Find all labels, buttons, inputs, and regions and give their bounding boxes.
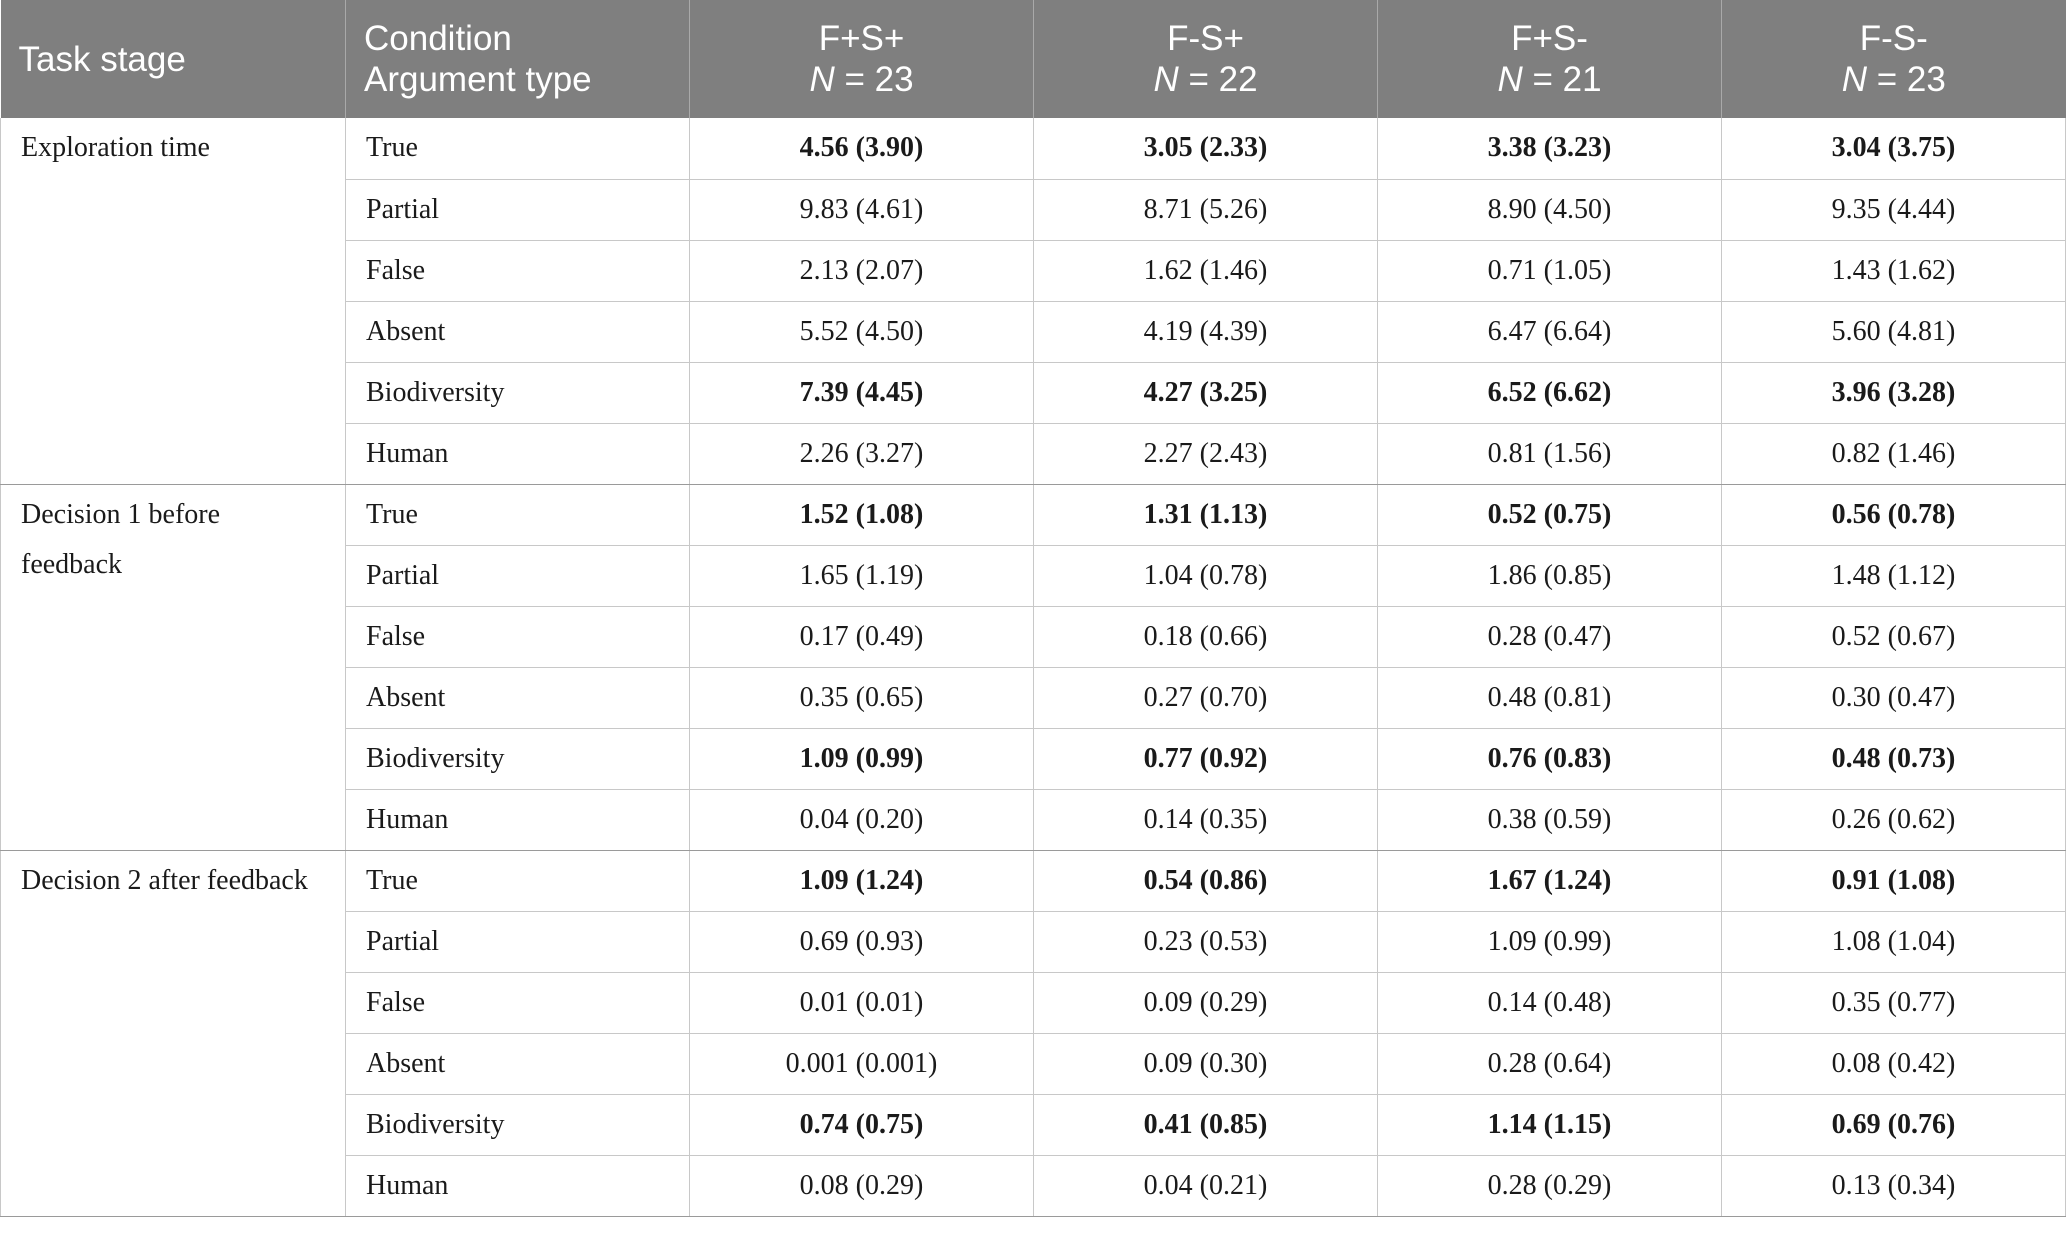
n-value: = 21 bbox=[1522, 60, 1602, 99]
n-symbol: N bbox=[1497, 60, 1523, 99]
header-col-n bbox=[708, 59, 1015, 100]
value-cell: 1.62 (1.46) bbox=[1034, 240, 1378, 301]
value-cell: 0.17 (0.49) bbox=[690, 606, 1034, 667]
value-cell: 0.41 (0.85) bbox=[1034, 1094, 1378, 1155]
value-cell: 0.48 (0.73) bbox=[1722, 728, 2066, 789]
value-cell: 1.09 (0.99) bbox=[690, 728, 1034, 789]
value-cell: 1.48 (1.12) bbox=[1722, 545, 2066, 606]
argument-type-cell: Partial bbox=[346, 179, 690, 240]
value-cell: 0.01 (0.01) bbox=[690, 972, 1034, 1033]
value-cell: 0.48 (0.81) bbox=[1378, 667, 1722, 728]
n-value: = 23 bbox=[834, 60, 914, 99]
value-cell: 1.52 (1.08) bbox=[690, 484, 1034, 545]
value-cell: 0.35 (0.77) bbox=[1722, 972, 2066, 1033]
value-cell: 2.13 (2.07) bbox=[690, 240, 1034, 301]
argument-type-cell: Partial bbox=[346, 911, 690, 972]
value-cell: 0.18 (0.66) bbox=[1034, 606, 1378, 667]
value-cell: 0.23 (0.53) bbox=[1034, 911, 1378, 972]
argument-type-cell: True bbox=[346, 118, 690, 179]
value-cell: 0.26 (0.62) bbox=[1722, 789, 2066, 850]
value-cell: 9.83 (4.61) bbox=[690, 179, 1034, 240]
table-header bbox=[1, 0, 2066, 118]
header-row bbox=[1, 0, 2066, 118]
argument-type-cell: False bbox=[346, 606, 690, 667]
task-stage-cell: Decision 1 before feedback bbox=[1, 484, 346, 850]
table-row bbox=[1, 118, 2066, 179]
table-row bbox=[1, 484, 2066, 545]
value-cell: 0.09 (0.29) bbox=[1034, 972, 1378, 1033]
header-col-label: F+S- bbox=[1511, 19, 1588, 58]
n-value: = 23 bbox=[1866, 60, 1946, 99]
argument-type-cell: False bbox=[346, 972, 690, 1033]
header-col-fpsp bbox=[690, 0, 1034, 118]
header-col-fmsm bbox=[1722, 0, 2066, 118]
value-cell: 0.77 (0.92) bbox=[1034, 728, 1378, 789]
value-cell: 2.26 (3.27) bbox=[690, 423, 1034, 484]
value-cell: 1.67 (1.24) bbox=[1378, 850, 1722, 911]
table-body bbox=[1, 118, 2066, 1216]
header-col-label: F+S+ bbox=[818, 19, 905, 58]
value-cell: 4.19 (4.39) bbox=[1034, 301, 1378, 362]
value-cell: 4.27 (3.25) bbox=[1034, 362, 1378, 423]
value-cell: 0.04 (0.20) bbox=[690, 789, 1034, 850]
argument-type-cell: Absent bbox=[346, 301, 690, 362]
header-col-n bbox=[1396, 59, 1703, 100]
value-cell: 6.47 (6.64) bbox=[1378, 301, 1722, 362]
value-cell: 0.76 (0.83) bbox=[1378, 728, 1722, 789]
value-cell: 0.14 (0.48) bbox=[1378, 972, 1722, 1033]
value-cell: 9.35 (4.44) bbox=[1722, 179, 2066, 240]
value-cell: 8.90 (4.50) bbox=[1378, 179, 1722, 240]
value-cell: 1.14 (1.15) bbox=[1378, 1094, 1722, 1155]
value-cell: 0.56 (0.78) bbox=[1722, 484, 2066, 545]
value-cell: 7.39 (4.45) bbox=[690, 362, 1034, 423]
value-cell: 5.52 (4.50) bbox=[690, 301, 1034, 362]
header-condition-line2: Argument type bbox=[364, 60, 592, 99]
value-cell: 0.04 (0.21) bbox=[1034, 1155, 1378, 1216]
value-cell: 0.14 (0.35) bbox=[1034, 789, 1378, 850]
value-cell: 0.69 (0.93) bbox=[690, 911, 1034, 972]
header-task-stage: Task stage bbox=[1, 0, 346, 118]
header-col-fpsm bbox=[1378, 0, 1722, 118]
value-cell: 0.08 (0.29) bbox=[690, 1155, 1034, 1216]
header-condition-line1: Condition bbox=[364, 19, 512, 58]
value-cell: 1.65 (1.19) bbox=[690, 545, 1034, 606]
value-cell: 0.38 (0.59) bbox=[1378, 789, 1722, 850]
argument-type-cell: True bbox=[346, 850, 690, 911]
value-cell: 0.69 (0.76) bbox=[1722, 1094, 2066, 1155]
value-cell: 3.38 (3.23) bbox=[1378, 118, 1722, 179]
n-value: = 22 bbox=[1178, 60, 1258, 99]
value-cell: 0.28 (0.64) bbox=[1378, 1033, 1722, 1094]
header-col-fmsp bbox=[1034, 0, 1378, 118]
argument-type-cell: True bbox=[346, 484, 690, 545]
argument-type-cell: False bbox=[346, 240, 690, 301]
n-symbol: N bbox=[809, 60, 835, 99]
value-cell: 0.09 (0.30) bbox=[1034, 1033, 1378, 1094]
value-cell: 8.71 (5.26) bbox=[1034, 179, 1378, 240]
value-cell: 4.56 (3.90) bbox=[690, 118, 1034, 179]
header-col-n bbox=[1052, 59, 1359, 100]
value-cell: 3.96 (3.28) bbox=[1722, 362, 2066, 423]
task-stage-cell: Exploration time bbox=[1, 118, 346, 484]
argument-type-cell: Biodiversity bbox=[346, 728, 690, 789]
value-cell: 1.31 (1.13) bbox=[1034, 484, 1378, 545]
value-cell: 0.81 (1.56) bbox=[1378, 423, 1722, 484]
header-condition bbox=[346, 0, 690, 118]
value-cell: 0.13 (0.34) bbox=[1722, 1155, 2066, 1216]
value-cell: 1.08 (1.04) bbox=[1722, 911, 2066, 972]
argument-type-cell: Biodiversity bbox=[346, 1094, 690, 1155]
n-symbol: N bbox=[1841, 60, 1867, 99]
argument-type-cell: Human bbox=[346, 789, 690, 850]
value-cell: 0.71 (1.05) bbox=[1378, 240, 1722, 301]
value-cell: 0.52 (0.75) bbox=[1378, 484, 1722, 545]
value-cell: 0.35 (0.65) bbox=[690, 667, 1034, 728]
header-col-n bbox=[1740, 59, 2048, 100]
value-cell: 5.60 (4.81) bbox=[1722, 301, 2066, 362]
value-cell: 3.04 (3.75) bbox=[1722, 118, 2066, 179]
value-cell: 0.28 (0.47) bbox=[1378, 606, 1722, 667]
table-row bbox=[1, 850, 2066, 911]
argument-type-cell: Biodiversity bbox=[346, 362, 690, 423]
value-cell: 6.52 (6.62) bbox=[1378, 362, 1722, 423]
argument-type-cell: Human bbox=[346, 1155, 690, 1216]
task-stage-cell: Decision 2 after feedback bbox=[1, 850, 346, 1216]
value-cell: 1.09 (0.99) bbox=[1378, 911, 1722, 972]
value-cell: 0.91 (1.08) bbox=[1722, 850, 2066, 911]
value-cell: 0.74 (0.75) bbox=[690, 1094, 1034, 1155]
value-cell: 0.30 (0.47) bbox=[1722, 667, 2066, 728]
n-symbol: N bbox=[1153, 60, 1179, 99]
value-cell: 0.82 (1.46) bbox=[1722, 423, 2066, 484]
value-cell: 3.05 (2.33) bbox=[1034, 118, 1378, 179]
value-cell: 1.04 (0.78) bbox=[1034, 545, 1378, 606]
argument-type-cell: Human bbox=[346, 423, 690, 484]
value-cell: 2.27 (2.43) bbox=[1034, 423, 1378, 484]
value-cell: 0.27 (0.70) bbox=[1034, 667, 1378, 728]
argument-type-cell: Absent bbox=[346, 667, 690, 728]
value-cell: 1.43 (1.62) bbox=[1722, 240, 2066, 301]
argument-type-cell: Partial bbox=[346, 545, 690, 606]
header-col-label: F-S+ bbox=[1167, 19, 1244, 58]
header-col-label: F-S- bbox=[1859, 19, 1928, 58]
value-cell: 0.001 (0.001) bbox=[690, 1033, 1034, 1094]
value-cell: 0.54 (0.86) bbox=[1034, 850, 1378, 911]
value-cell: 0.28 (0.29) bbox=[1378, 1155, 1722, 1216]
value-cell: 1.86 (0.85) bbox=[1378, 545, 1722, 606]
argument-type-cell: Absent bbox=[346, 1033, 690, 1094]
value-cell: 0.52 (0.67) bbox=[1722, 606, 2066, 667]
value-cell: 0.08 (0.42) bbox=[1722, 1033, 2066, 1094]
value-cell: 1.09 (1.24) bbox=[690, 850, 1034, 911]
